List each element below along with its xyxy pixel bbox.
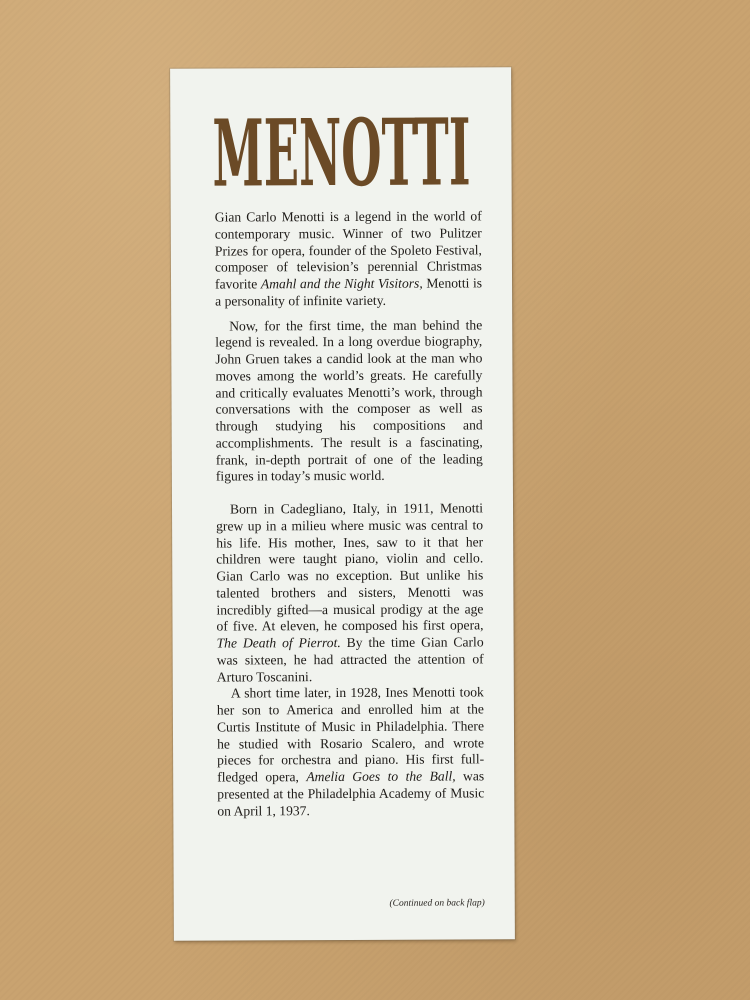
paragraph-4 [217, 685, 485, 820]
paragraph-2: Now, for the first time, the man behind the legend is revealed. In a long overdue biography, John Gruen takes a candid look at the man who moves among the world’s greats. He carefully and critically evaluates Menotti’s work, through conversations with the composer as well as through studying his compositions and accomplishments. The result is a fascinating, frank, in-depth portrait of one of the leading figures in today’s music world. [215, 316, 483, 484]
paragraph-1 [215, 208, 482, 310]
book-jacket-flap [170, 67, 726, 940]
menotti-title-logo [206, 89, 726, 208]
title-text: MENOTTI [211, 97, 726, 208]
paragraph-4-text: A short time later, in 1928, Ines Menotti took her son to America and enrolled him at the Curtis Institute of Music in Philadelphia. There he studied with Rosario Scalero, and wrote pieces for orchestra and piano. His first full-fledged opera, [216, 684, 485, 785]
paragraph-1-text-end: Menotti is a personality of infinite variety. [215, 275, 483, 309]
flap-body-text [215, 208, 485, 819]
paragraph-3-italic-title: The Death of Pierrot. [216, 635, 341, 651]
paragraph-3-text-end: By the time Gian Carlo was sixteen, he had attracted the attention of Arturo Toscanini. [216, 634, 484, 685]
paragraph-1-text: Gian Carlo Menotti is a legend in the world of contemporary music. Winner of two Pulitzer Prizes for opera, founder of the Spoleto Festival, composer of television’s perennial Christmas favorite [214, 208, 482, 292]
paragraph-4-italic-title: Amelia Goes to the Ball, [306, 768, 456, 785]
paragraph-3-text: Born in Cadegliano, Italy, in 1911, Menotti grew up in a milieu where music was central to his life. His mother, Ines, saw to it that her children were taught piano, violin and cello. Gian Carlo was no exception. But unlike his talented brothers and sisters, Menotti was incredibly gifted—a musical prodigy at the age of five. At eleven, he composed his first opera, [216, 500, 484, 634]
title-block [170, 89, 726, 208]
paragraph-4-text-end: was presented at the Philadelphia Academy of Music on April 1, 1937. [217, 768, 485, 819]
paragraph-1-italic-title: Amahl and the Night Visitors, [260, 275, 423, 292]
continued-note: (Continued on back flap) [389, 898, 485, 909]
paragraph-3 [216, 500, 484, 685]
